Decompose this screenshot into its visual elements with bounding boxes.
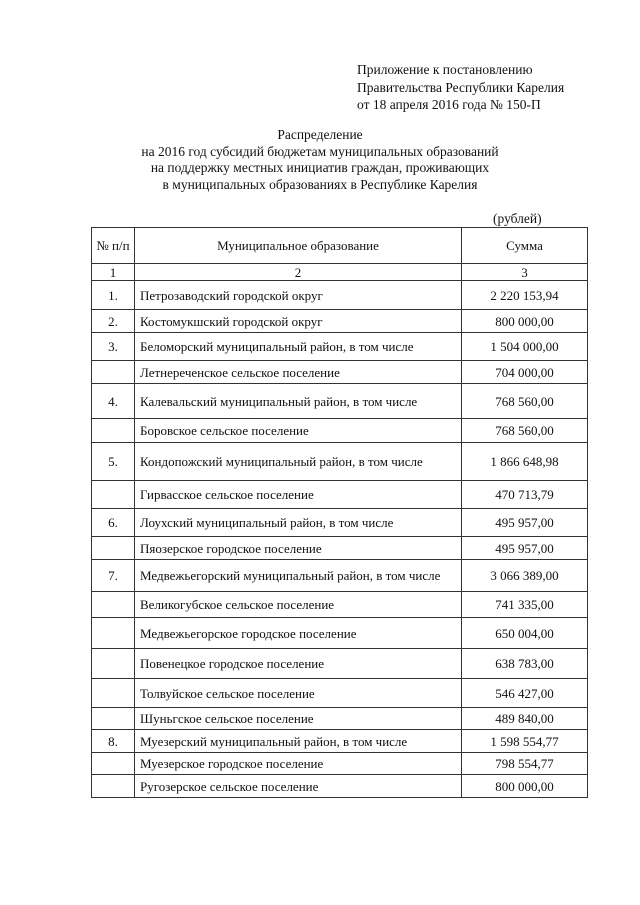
row-name: Гирвасское сельское поселение — [135, 481, 462, 509]
row-sum: 768 560,00 — [462, 384, 588, 419]
row-number: 3. — [92, 333, 135, 361]
row-name: Медвежьегорский муниципальный район, в том числе — [135, 560, 462, 592]
row-name: Повенецкое городское поселение — [135, 649, 462, 679]
table-row — [92, 333, 588, 361]
row-sum: 495 957,00 — [462, 537, 588, 560]
annex-line: Приложение к постановлению — [357, 62, 533, 77]
row-name: Лоухский муниципальный район, в том числе — [135, 509, 462, 537]
row-name: Беломорский муниципальный район, в том числе — [135, 333, 462, 361]
row-sum: 1 504 000,00 — [462, 333, 588, 361]
row-name: Пяозерское городское поселение — [135, 537, 462, 560]
row-name: Боровское сельское поселение — [135, 419, 462, 443]
row-number: 1. — [92, 281, 135, 310]
table-row — [92, 592, 588, 618]
row-sum: 495 957,00 — [462, 509, 588, 537]
row-sum: 741 335,00 — [462, 592, 588, 618]
row-name: Шуньгское сельское поселение — [135, 708, 462, 730]
column-number: 3 — [462, 264, 588, 281]
table-row — [92, 618, 588, 649]
row-name: Толвуйское сельское поселение — [135, 679, 462, 708]
row-name: Ругозерское сельское поселение — [135, 775, 462, 798]
row-name: Великогубское сельское поселение — [135, 592, 462, 618]
row-sum: 1 866 648,98 — [462, 443, 588, 481]
row-sum: 800 000,00 — [462, 310, 588, 333]
row-sum: 489 840,00 — [462, 708, 588, 730]
title-line: в муниципальных образованиях в Республике Карелия — [162, 176, 478, 192]
row-sum: 1 598 554,77 — [462, 730, 588, 753]
row-sum: 546 427,00 — [462, 679, 588, 708]
table-row — [92, 708, 588, 730]
header-num: № п/п — [92, 228, 135, 264]
row-number: 4. — [92, 384, 135, 419]
row-number — [92, 419, 135, 443]
row-name: Муезерское городское поселение — [135, 753, 462, 775]
table-row — [92, 560, 588, 592]
table-row — [92, 443, 588, 481]
document-title — [0, 127, 640, 193]
row-sum: 470 713,79 — [462, 481, 588, 509]
row-number — [92, 618, 135, 649]
row-sum: 798 554,77 — [462, 753, 588, 775]
annex-note — [357, 61, 564, 114]
table-row — [92, 419, 588, 443]
row-number — [92, 775, 135, 798]
row-sum: 3 066 389,00 — [462, 560, 588, 592]
table-row — [92, 384, 588, 419]
unit-label: (рублей) — [493, 211, 542, 226]
row-sum: 704 000,00 — [462, 361, 588, 384]
row-sum: 650 004,00 — [462, 618, 588, 649]
row-name: Петрозаводский городской округ — [135, 281, 462, 310]
column-number: 1 — [92, 264, 135, 281]
row-number — [92, 679, 135, 708]
row-sum: 768 560,00 — [462, 419, 588, 443]
table-row — [92, 481, 588, 509]
row-name: Кондопожский муниципальный район, в том числе — [135, 443, 462, 481]
row-number: 8. — [92, 730, 135, 753]
column-number: 2 — [135, 264, 462, 281]
row-number — [92, 753, 135, 775]
title-line: на поддержку местных инициатив граждан, проживающих — [150, 160, 490, 175]
row-sum: 2 220 153,94 — [462, 281, 588, 310]
header-name: Муниципальное образование — [135, 228, 462, 264]
row-number — [92, 592, 135, 618]
table-row — [92, 537, 588, 560]
table-row — [92, 753, 588, 775]
annex-line: Правительства Республики Карелия — [357, 79, 565, 95]
row-number — [92, 649, 135, 679]
table-row — [92, 730, 588, 753]
title-line: Распределение — [277, 127, 363, 142]
row-number: 2. — [92, 310, 135, 333]
table-row — [92, 649, 588, 679]
title-line: на 2016 год субсидий бюджетам муниципальных образований — [141, 143, 499, 159]
row-name: Муезерский муниципальный район, в том числе — [135, 730, 462, 753]
subsidy-table — [91, 227, 588, 798]
row-name: Медвежьегорское городское поселение — [135, 618, 462, 649]
row-number: 6. — [92, 509, 135, 537]
row-name: Костомукшский городской округ — [135, 310, 462, 333]
row-number: 5. — [92, 443, 135, 481]
header-sum: Сумма — [462, 228, 588, 264]
row-name: Калевальский муниципальный район, в том числе — [135, 384, 462, 419]
row-sum: 800 000,00 — [462, 775, 588, 798]
table-row — [92, 361, 588, 384]
table-row — [92, 509, 588, 537]
row-sum: 638 783,00 — [462, 649, 588, 679]
table-row — [92, 775, 588, 798]
row-number — [92, 481, 135, 509]
annex-line: от 18 апреля 2016 года № 150-П — [357, 97, 541, 112]
table-row — [92, 310, 588, 333]
row-number — [92, 708, 135, 730]
row-number: 7. — [92, 560, 135, 592]
table-header-row — [92, 228, 588, 264]
row-name: Летнереченское сельское поселение — [135, 361, 462, 384]
row-number — [92, 361, 135, 384]
table-row — [92, 281, 588, 310]
table-row — [92, 679, 588, 708]
column-number-row — [92, 264, 588, 281]
row-number — [92, 537, 135, 560]
